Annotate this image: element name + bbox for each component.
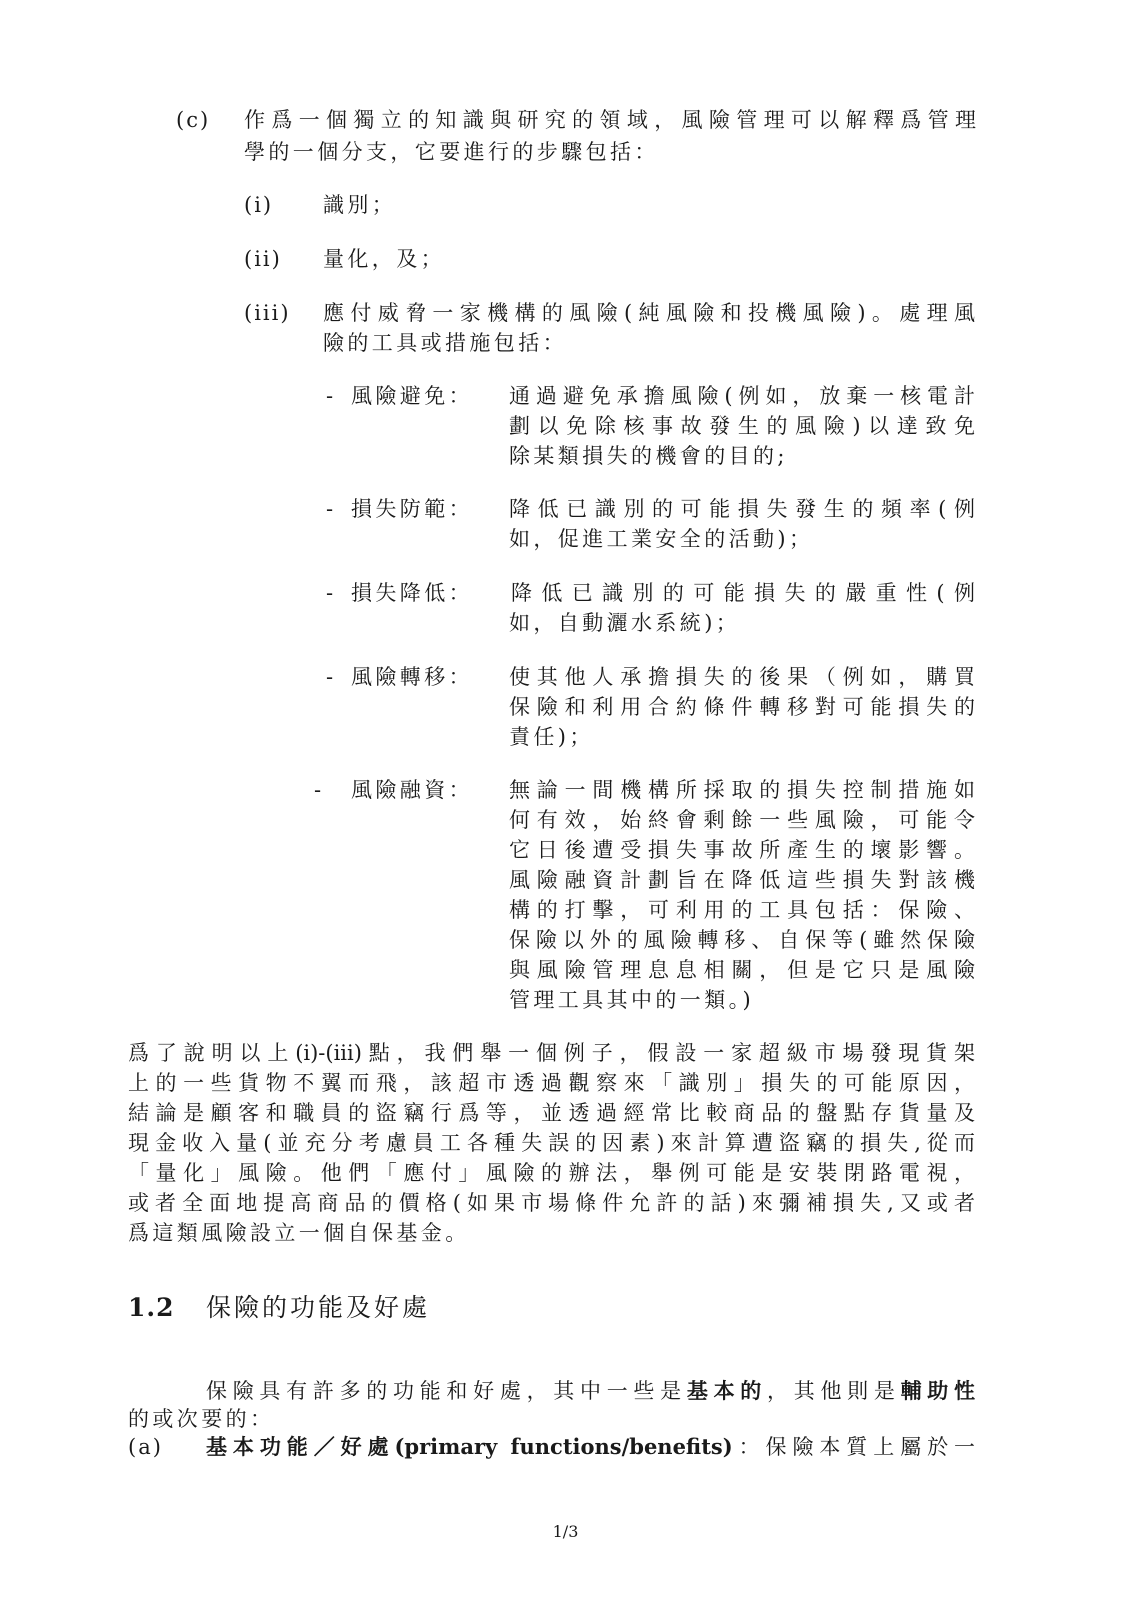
step-i-text: 識別； — [323, 193, 397, 217]
example-line-2: 上的一些貨物不翼而飛，該超市透過觀察來「識別」損失的可能原因， — [128, 1071, 975, 1095]
step-iii-label: (iii) — [244, 301, 291, 325]
step-i-label: (i) — [244, 193, 274, 217]
tool-transfer-dash: - — [326, 665, 337, 689]
tool-transfer-line-2: 保險和利用合約條件轉移對可能損失的 — [509, 695, 975, 719]
item-a-line — [206, 1432, 975, 1462]
step-iii-line-1: 應付威脅一家機構的風險(純風險和投機風險)。處理風 — [323, 301, 975, 325]
example-line-4: 現金收入量(並充分考慮員工各種失誤的因素)來計算遭盜竊的損失,從而 — [128, 1131, 975, 1155]
tool-reduction-dash: - — [326, 581, 337, 605]
tool-financing-line-6: 保險以外的風險轉移、自保等(雖然保險 — [509, 928, 975, 952]
tool-prevention-name: 損失防範： — [351, 497, 473, 521]
intro-bold-basic: 基本的 — [686, 1378, 768, 1403]
intro-text-b: ，其他則是 — [767, 1379, 901, 1403]
tool-transfer-line-3: 責任)； — [509, 725, 594, 749]
item-a-rest: ：保險本質上屬於一 — [732, 1435, 975, 1459]
tool-financing-line-2: 何有效，始終會剩餘一些風險，可能令 — [509, 808, 975, 832]
tool-financing-line-1: 無論一間機構所採取的損失控制措施如 — [509, 778, 975, 802]
tool-financing-dash: - — [314, 778, 325, 802]
tool-financing-line-8: 管理工具其中的一類。) — [509, 988, 755, 1012]
intro-line-1 — [206, 1376, 975, 1406]
section-number: 1.2 — [128, 1293, 175, 1322]
tool-reduction-line-2: 如，自動灑水系統)； — [509, 611, 741, 635]
tool-financing-line-4: 風險融資計劃旨在降低這些損失對該機 — [509, 868, 975, 892]
example-line-7: 爲這類風險設立一個自保基金。 — [128, 1221, 470, 1245]
intro-line-2: 的或次要的： — [128, 1407, 275, 1431]
tool-prevention-line-1: 降低已識別的可能損失發生的頻率(例 — [509, 497, 975, 521]
intro-text-a: 保險具有許多的功能和好處，其中一些是 — [206, 1379, 687, 1403]
tool-prevention-dash: - — [326, 497, 337, 521]
step-iii-line-2: 險的工具或措施包括： — [323, 331, 567, 355]
tool-transfer-name: 風險轉移： — [351, 665, 473, 689]
tool-avoidance-line-1: 通過避免承擔風險(例如，放棄一核電計 — [509, 384, 975, 408]
item-c-line-1: 作爲一個獨立的知識與研究的領域，風險管理可以解釋爲管理 — [244, 108, 976, 132]
item-c-label: (c) — [176, 108, 211, 132]
example-line-6: 或者全面地提高商品的價格(如果市場條件允許的話)來彌補損失,又或者 — [128, 1191, 975, 1215]
tool-avoidance-line-3: 除某類損失的機會的目的; — [509, 444, 788, 468]
item-a-bold: 基本功能／好處(primary functions/benefits) — [206, 1434, 733, 1459]
section-title: 保險的功能及好處 — [206, 1293, 431, 1322]
item-c-line-2: 學的一個分支，它要進行的步驟包括： — [244, 140, 659, 164]
tool-avoidance-line-2: 劃以免除核事故發生的風險)以達致免 — [509, 414, 975, 438]
step-ii-text: 量化，及； — [323, 247, 445, 271]
tool-transfer-line-1: 使其他人承擔損失的後果（例如，購買 — [509, 665, 975, 689]
intro-bold-auxiliary: 輔助性 — [900, 1378, 976, 1403]
example-line-5: 「量化」風險。他們「應付」風險的辦法，舉例可能是安裝閉路電視， — [128, 1161, 975, 1185]
tool-reduction-line-1: 降低已識別的可能損失的嚴重性(例 — [511, 581, 975, 605]
tool-financing-line-7: 與風險管理息息相關，但是它只是風險 — [509, 958, 975, 982]
example-line-3: 結論是顧客和職員的盜竊行爲等，並透過經常比較商品的盤點存貨量及 — [128, 1101, 975, 1125]
tool-financing-line-3: 它日後遭受損失事故所產生的壞影響。 — [509, 838, 975, 862]
page-number: 1/3 — [552, 1522, 579, 1541]
tool-financing-name: 風險融資： — [351, 778, 473, 802]
step-ii-label: (ii) — [244, 247, 282, 271]
example-line-1: 爲了說明以上(i)-(iii)點，我們舉一個例子，假設一家超級市場發現貨架 — [128, 1041, 975, 1065]
tool-avoidance-name: 風險避免： — [351, 384, 473, 408]
tool-financing-line-5: 構的打擊，可利用的工具包括：保險、 — [509, 898, 975, 922]
item-a-label: (a) — [128, 1435, 163, 1459]
section-heading — [128, 1290, 175, 1326]
tool-avoidance-dash: - — [326, 384, 337, 408]
tool-reduction-name: 損失降低： — [351, 581, 473, 605]
tool-prevention-line-2: 如，促進工業安全的活動)； — [509, 527, 814, 551]
